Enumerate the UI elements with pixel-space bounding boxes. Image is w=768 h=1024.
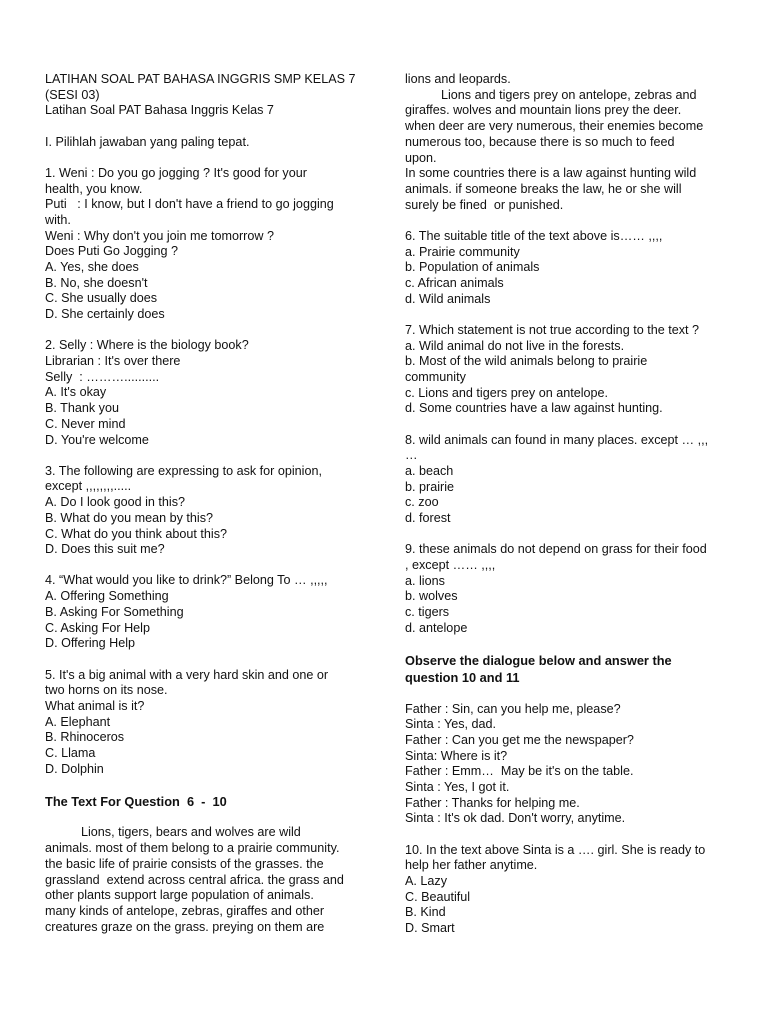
question-text: health, you know. bbox=[45, 181, 143, 196]
question-text: Does Puti Go Jogging ? bbox=[45, 244, 179, 259]
answer-option: A. Elephant bbox=[45, 714, 111, 729]
answer-option: c. zoo bbox=[405, 495, 439, 510]
question-text: 4. “What would you like to drink?” Belong To … ,,,,, bbox=[45, 573, 328, 588]
question-text: Weni : Why don't you join me tomorrow ? bbox=[45, 228, 274, 243]
answer-option: B. What do you mean by this? bbox=[45, 510, 214, 525]
answer-option: d. Some countries have a law against hunting. bbox=[405, 401, 663, 416]
doc-subtitle: Latihan Soal PAT Bahasa Inggris Kelas 7 bbox=[45, 103, 274, 118]
question-text: 1. Weni : Do you go jogging ? It's good for your bbox=[45, 165, 307, 180]
dialogue bbox=[405, 702, 725, 828]
answer-option: D. She certainly does bbox=[45, 307, 165, 322]
question-text: What animal is it? bbox=[45, 698, 145, 713]
answer-option: C. Never mind bbox=[45, 416, 126, 431]
question-text: 2. Selly : Where is the biology book? bbox=[45, 338, 249, 353]
answer-option: A. Do I look good in this? bbox=[45, 495, 186, 510]
doc-session: (SESI 03) bbox=[45, 87, 100, 102]
paragraph-line: other plants support large population of animals. bbox=[45, 888, 314, 903]
reading-text-continued bbox=[405, 72, 725, 213]
answer-option: A. Yes, she does bbox=[45, 260, 139, 275]
question-3 bbox=[45, 464, 365, 558]
paragraph-line: upon. bbox=[405, 150, 437, 165]
paragraph-line: lions and leopards. bbox=[405, 72, 511, 86]
paragraph-line: the basic life of prairie consists of the grasses. the bbox=[45, 856, 324, 871]
question-8 bbox=[405, 433, 725, 527]
question-text: with. bbox=[45, 212, 71, 227]
answer-option: c. Lions and tigers prey on antelope. bbox=[405, 385, 609, 400]
dialogue-heading-line: question 10 and 11 bbox=[405, 670, 520, 685]
answer-option: c. African animals bbox=[405, 275, 504, 290]
dialogue-line: Father : Emm… May be it's on the table. bbox=[405, 764, 634, 779]
paragraph-line: animals. if someone breaks the law, he or she will bbox=[405, 181, 682, 196]
dialogue-line: Sinta: Where is it? bbox=[405, 748, 508, 763]
answer-option: A. It's okay bbox=[45, 385, 107, 400]
paragraph-line: surely be fined or punished. bbox=[405, 197, 564, 212]
answer-option: d. Wild animals bbox=[405, 291, 491, 306]
answer-option: C. Beautiful bbox=[405, 889, 471, 904]
answer-option: d. antelope bbox=[405, 620, 468, 635]
answer-option: a. beach bbox=[405, 463, 454, 478]
dialogue-line: Sinta : Yes, I got it. bbox=[405, 780, 510, 795]
answer-option: C. Asking For Help bbox=[45, 620, 150, 635]
question-7 bbox=[405, 323, 725, 417]
dialogue-heading-line: Observe the dialogue below and answer the bbox=[405, 653, 672, 668]
paragraph-line: many kinds of antelope, zebras, giraffes and other bbox=[45, 903, 325, 918]
paragraph-line: Lions and tigers prey on antelope, zebras and bbox=[441, 87, 697, 102]
left-column bbox=[45, 72, 365, 935]
paragraph-line: Lions, tigers, bears and wolves are wild bbox=[81, 825, 301, 840]
answer-option: d. forest bbox=[405, 511, 451, 526]
dialogue-line: Father : Thanks for helping me. bbox=[405, 795, 580, 810]
reading-text-heading: The Text For Question 6 - 10 bbox=[45, 793, 227, 809]
dialogue-line: Father : Sin, can you help me, please? bbox=[405, 701, 621, 716]
paragraph-line: creatures graze on the grass. preying on them are bbox=[45, 919, 325, 934]
answer-option: b. prairie bbox=[405, 479, 454, 494]
question-9 bbox=[405, 542, 725, 636]
answer-option: a. Prairie community bbox=[405, 244, 520, 259]
doc-title: LATIHAN SOAL PAT BAHASA INGGRIS SMP KELAS 7 bbox=[45, 72, 356, 86]
question-text: help her father anytime. bbox=[405, 858, 538, 873]
answer-option: A. Lazy bbox=[405, 874, 447, 889]
question-text: 10. In the text above Sinta is a …. girl. She is ready to bbox=[405, 842, 706, 857]
question-1 bbox=[45, 166, 365, 323]
paragraph-line: giraffes. wolves and mountain lions prey the deer. bbox=[405, 103, 682, 118]
answer-option: B. No, she doesn't bbox=[45, 275, 148, 290]
question-4 bbox=[45, 573, 365, 652]
paragraph-line: animals. most of them belong to a prairie community. bbox=[45, 841, 340, 856]
dialogue-line: Father : Can you get me the newspaper? bbox=[405, 732, 634, 747]
instruction: I. Pilihlah jawaban yang paling tepat. bbox=[45, 134, 250, 149]
answer-option: D. Does this suit me? bbox=[45, 542, 165, 557]
answer-option: D. Smart bbox=[405, 921, 455, 936]
answer-option: B. Thank you bbox=[45, 401, 119, 416]
answer-option: b. wolves bbox=[405, 589, 458, 604]
answer-option: D. Dolphin bbox=[45, 761, 104, 776]
answer-option: a. Wild animal do not live in the forests. bbox=[405, 338, 625, 353]
dialogue-line: Sinta : Yes, dad. bbox=[405, 717, 497, 732]
question-text: … bbox=[405, 448, 418, 463]
answer-option: c. tigers bbox=[405, 605, 450, 620]
answer-option: D. You're welcome bbox=[45, 432, 149, 447]
answer-option: C. She usually does bbox=[45, 291, 158, 306]
question-text: two horns on its nose. bbox=[45, 683, 168, 698]
question-text: except ,,,,,,,,..... bbox=[45, 479, 132, 494]
answer-option: D. Offering Help bbox=[45, 636, 136, 651]
question-text: 8. wild animals can found in many places. except … ,,, bbox=[405, 432, 709, 447]
answer-option: a. lions bbox=[405, 573, 445, 588]
answer-option: B. Rhinoceros bbox=[45, 730, 125, 745]
dialogue-line: Sinta : It's ok dad. Don't worry, anytime. bbox=[405, 811, 626, 826]
answer-option: C. Llama bbox=[45, 746, 96, 761]
question-2 bbox=[45, 338, 365, 448]
question-text: Puti : I know, but I don't have a friend to go jogging bbox=[45, 197, 334, 212]
answer-option: A. Offering Something bbox=[45, 589, 169, 604]
paragraph-line: when deer are very numerous, their enemies become bbox=[405, 119, 704, 134]
paragraph-line: grassland extend across central africa. the grass and bbox=[45, 872, 344, 887]
question-5 bbox=[45, 668, 365, 778]
question-10 bbox=[405, 843, 725, 937]
answer-option: B. Asking For Something bbox=[45, 604, 184, 619]
answer-option: b. Most of the wild animals belong to prairie bbox=[405, 354, 648, 369]
answer-option: C. What do you think about this? bbox=[45, 526, 228, 541]
paragraph-line: numerous too, because there is so much to feed bbox=[405, 134, 675, 149]
question-text: 7. Which statement is not true according to the text ? bbox=[405, 322, 700, 337]
paragraph-line: In some countries there is a law against hunting wild bbox=[405, 166, 697, 181]
question-text: , except …… ,,,, bbox=[405, 557, 496, 572]
answer-option: community bbox=[405, 369, 466, 384]
right-column bbox=[405, 72, 725, 937]
question-text: Selly : ……….......... bbox=[45, 369, 160, 384]
answer-option: B. Kind bbox=[405, 905, 446, 920]
reading-text bbox=[45, 825, 365, 935]
answer-option: b. Population of animals bbox=[405, 260, 540, 275]
question-text: 5. It's a big animal with a very hard skin and one or bbox=[45, 667, 329, 682]
question-text: 6. The suitable title of the text above is…… ,,,, bbox=[405, 228, 663, 243]
question-text: 9. these animals do not depend on grass for their food bbox=[405, 542, 707, 557]
question-text: 3. The following are expressing to ask for opinion, bbox=[45, 463, 322, 478]
dialogue-heading bbox=[405, 652, 725, 686]
question-text: Librarian : It's over there bbox=[45, 354, 181, 369]
question-6 bbox=[405, 229, 725, 308]
